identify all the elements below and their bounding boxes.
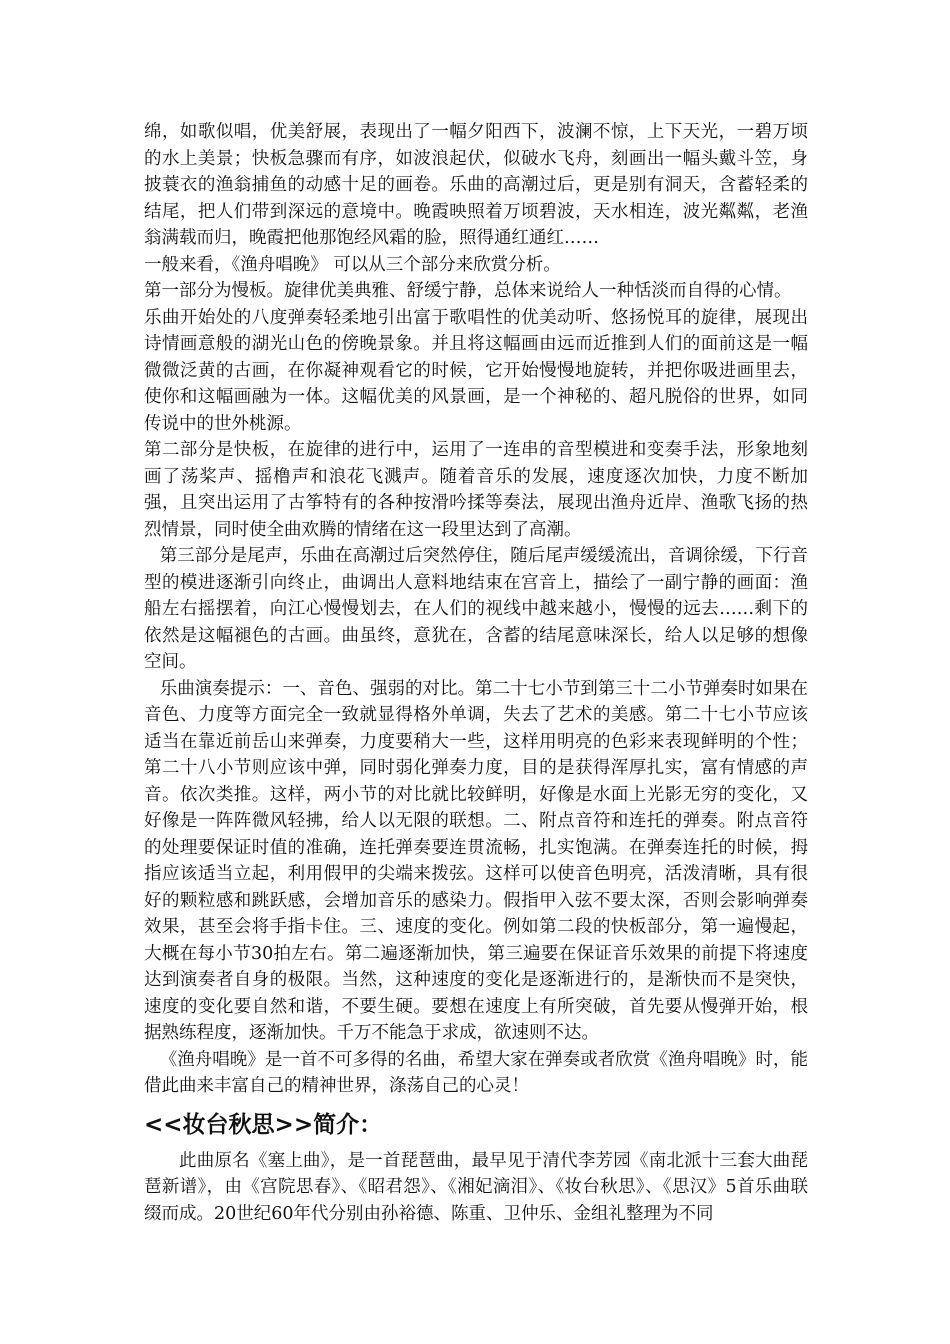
document-body: [144, 119, 808, 1227]
paragraph-2: 一般来看，《渔舟唱晚》 可以从三个部分来欣赏分析。: [144, 254, 561, 275]
paragraph-8: 《渔舟唱晚》是一首不可多得的名曲，希望大家在弹奏或者欣赏《渔舟唱晚》时，能借此曲来丰富自己的精神世界，涤荡自己的心灵！: [144, 1049, 808, 1096]
paragraph-5: 第二部分是快板，在旋律的进行中，运用了一连串的音型模进和变奏手法，形象地刻画了荡桨声、摇橹声和浪花飞溅声。随着音乐的发展，速度逐次加快，力度不断加强，且突出运用了古筝特有的各种按滑吟揉等奏法，展现出渔舟近岸、渔歌飞扬的热烈情景，同时使全曲欢腾的情绪在这一段里达到了高潮。: [144, 440, 808, 540]
paragraph-9: 此曲原名《塞上曲》，是一首琵琶曲，最早见于清代李芳园《南北派十三套大曲琵琶新谱》，由《宫院思春》、《昭君怨》、《湘妃滴泪》、《妆台秋思》、《思汉》5首乐曲联缀而成。20世纪60年代分别由孙裕德、陈重、卫仲乐、金组礼整理为不同: [144, 1150, 808, 1224]
paragraph-3: 第一部分为慢板。旋律优美典雅、舒缓宁静，总体来说给人一种恬淡而自得的心情。: [144, 281, 792, 301]
paragraph-4: 乐曲开始处的八度弹奏轻柔地引出富于歌唱性的优美动听、悠扬悦耳的旋律，展现出诗情画意般的湖光山色的傍晚景象。并且将这幅画由远而近推到人们的面前这是一幅微微泛黄的古画，在你凝神观看它的时候，它开始慢慢地旋转，并把你吸进画里去，使你和这幅画融为一体。这幅优美的风景画，是一个神秘的、超凡脱俗的世界，如同传说中的世外桃源。: [144, 307, 808, 434]
paragraph-7: 乐曲演奏提示：一、音色、强弱的对比。第二十七小节到第三十二小节弹奏时如果在音色、力度等方面完全一致就显得格外单调，失去了艺术的美感。第二十七小节应该适当在靠近前岳山来弹奏，力度要稍大一些，这样用明亮的色彩来表现鲜明的个性；第二十八小节则应该中弹，同时弱化弹奏力度，目的是获得浑厚扎实，富有情感的声音。依次类推。这样，两小节的对比就比较鲜明，好像是水面上光影无穷的变化，又好像是一阵阵微风轻拂，给人以无限的联想。二、附点音符和连托的弹奏。附点音符的处理要保证时值的准确，连托弹奏要连贯流畅，扎实饱满。在弹奏连托的时候，拇指应该适当立起，利用假甲的尖端来拨弦。这样可以使音色明亮，活泼清晰，具有很好的颗粒感和跳跃感，会增加音乐的感染力。假指甲入弦不要太深，否则会影响弹奏效果，甚至会将手指卡住。三、速度的变化。例如第二段的快板部分，第一遍慢起，大概在每小节30拍左右。第二遍逐渐加快，第三遍要在保证音乐效果的前提下将速度达到演奏者自身的极限。当然，这种速度的变化是逐渐进行的，是渐快而不是突快，速度的变化要自然和谐，不要生硬。要想在速度上有所突破，首先要从慢弹开始，根据熟练程度，逐渐加快。千万不能急于求成，欲速则不达。: [144, 678, 808, 1043]
paragraph-6: 第三部分是尾声，乐曲在高潮过后突然停住，随后尾声缓缓流出，音调徐缓，下行音型的模进逐渐引向终止，曲调出人意料地结束在宫音上，描绘了一副宁静的画面：渔船左右摇摆着，向江心慢慢划去，在人们的视线中越来越小，慢慢的远去……剩下的依然是这幅褪色的古画。曲虽终，意犹在，含蓄的结尾意味深长，给人以足够的想像空间。: [144, 546, 808, 672]
paragraph-1: 绵，如歌似唱，优美舒展，表现出了一幅夕阳西下，波澜不惊，上下天光，一碧万顷的水上美景；快板急骤而有序，如波浪起伏，似破水飞舟，刻画出一幅头戴斗笠，身披蓑衣的渔翁捕鱼的动感十足的画卷。乐曲的高潮过后，更是别有洞天，含蓄轻柔的结尾，把人们带到深远的意境中。晚霞映照着万顷碧波，天水相连，波光粼粼，老渔翁满载而归，晚霞把他那饱经风霜的脸，照得通红通红……: [144, 122, 808, 248]
section-heading: <<妆台秋思>>简介：: [144, 1111, 383, 1138]
